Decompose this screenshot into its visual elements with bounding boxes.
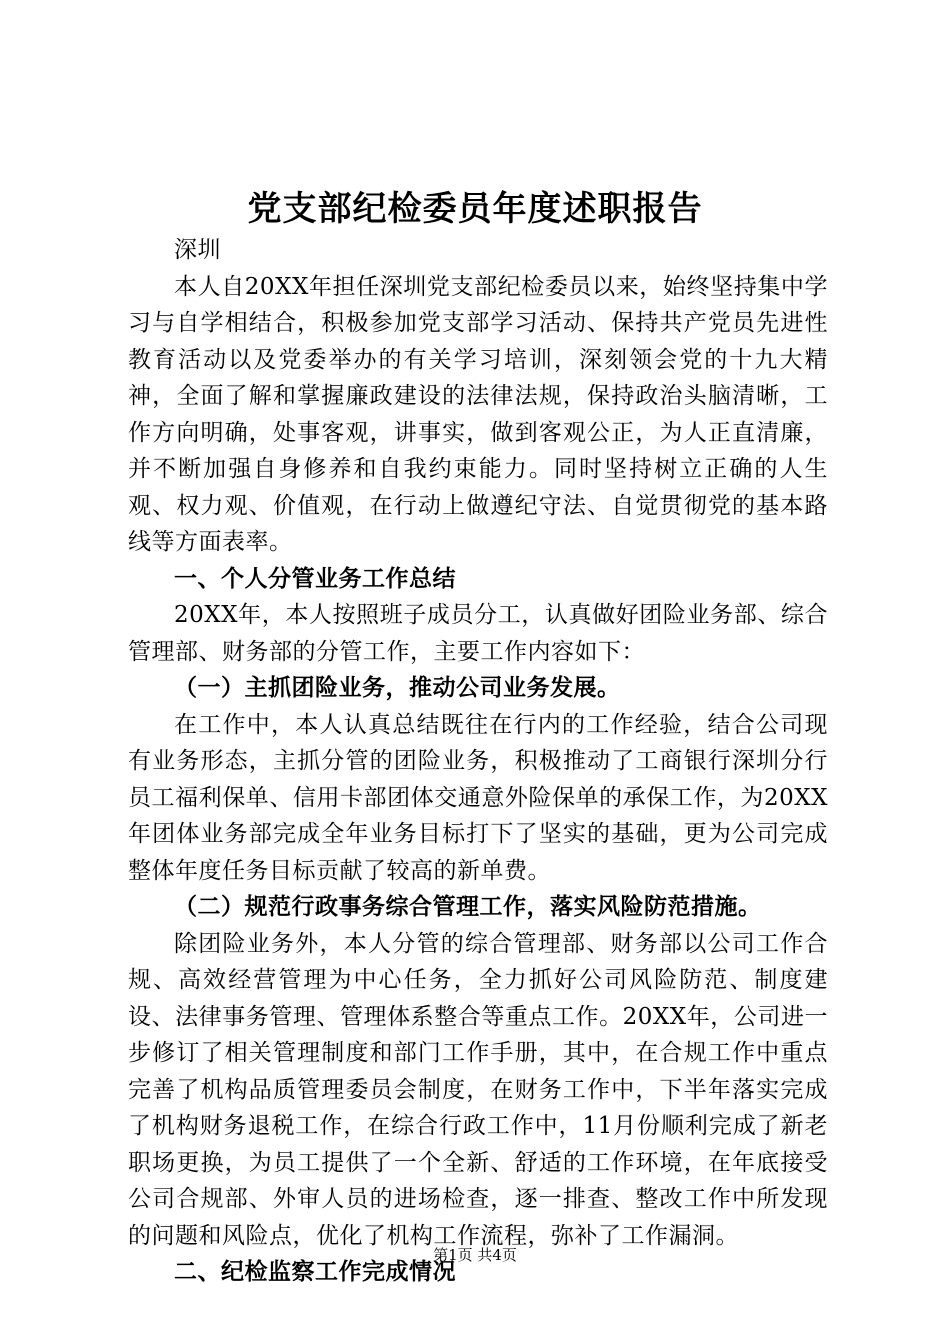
subsection-heading-2: （二）规范行政事务综合管理工作，落实风险防范措施。 (174, 894, 762, 920)
document-body (128, 232, 828, 1291)
section-heading-2: 二、纪检监察工作完成情况 (174, 1259, 456, 1285)
section-1-intro: 20XX年，本人按照班子成员分工，认真做好团险业务部、综合管理部、财务部的分管工作，主要工作内容如下： (128, 602, 828, 665)
intro-paragraph: 本人自20XX年担任深圳党支部纪检委员以来，始终坚持集中学习与自学相结合，积极参加党支部学习活动、保持共产党员先进性教育活动以及党委举办的有关学习培训，深刻领会党的十九大精神，全面了解和掌握廉政建设的法律法规，保持政治头脑清晰，工作方向明确，处事客观，讲事实，做到客观公正，为人正直清廉，并不断加强自身修养和自我约束能力。同时坚持树立正确的人生观、权力观、价值观，在行动上做遵纪守法、自觉贯彻党的基本路线等方面表率。 (128, 273, 828, 555)
subsection-2-paragraph: 除团险业务外，本人分管的综合管理部、财务部以公司工作合规、高效经营管理为中心任务，全力抓好公司风险防范、制度建设、法律事务管理、管理体系整合等重点工作。20XX年，公司进一步修订了相关管理制度和部门工作手册，其中，在合规工作中重点完善了机构品质管理委员会制度，在财务工作中，下半年落实完成了机构财务退税工作，在综合行政工作中，11月份顺利完成了新老职场更换，为员工提供了一个全新、舒适的工作环境，在年底接受公司合规部、外审人员的进场检查，逐一排查、整改工作中所发现的问题和风险点，优化了机构工作流程，弥补了工作漏洞。 (128, 930, 828, 1249)
page-number-footer: 第1页 共4页 (433, 1246, 517, 1264)
section-heading-1: 一、个人分管业务工作总结 (174, 565, 456, 592)
author-location: 深圳 (174, 237, 221, 263)
document-title: 党支部纪检委员年度述职报告 (247, 189, 703, 229)
subsection-1-paragraph: 在工作中，本人认真总结既往在行内的工作经验，结合公司现有业务形态，主抓分管的团险业务，积极推动了工商银行深圳分行员工福利保单、信用卡部团体交通意外险保单的承保工作，为20XX年团体业务部完成全年业务目标打下了坚实的基础，更为公司完成整体年度任务目标贡献了较高的新单费。 (128, 711, 828, 884)
subsection-heading-1: （一）主抓团险业务，推动公司业务发展。 (174, 675, 621, 701)
